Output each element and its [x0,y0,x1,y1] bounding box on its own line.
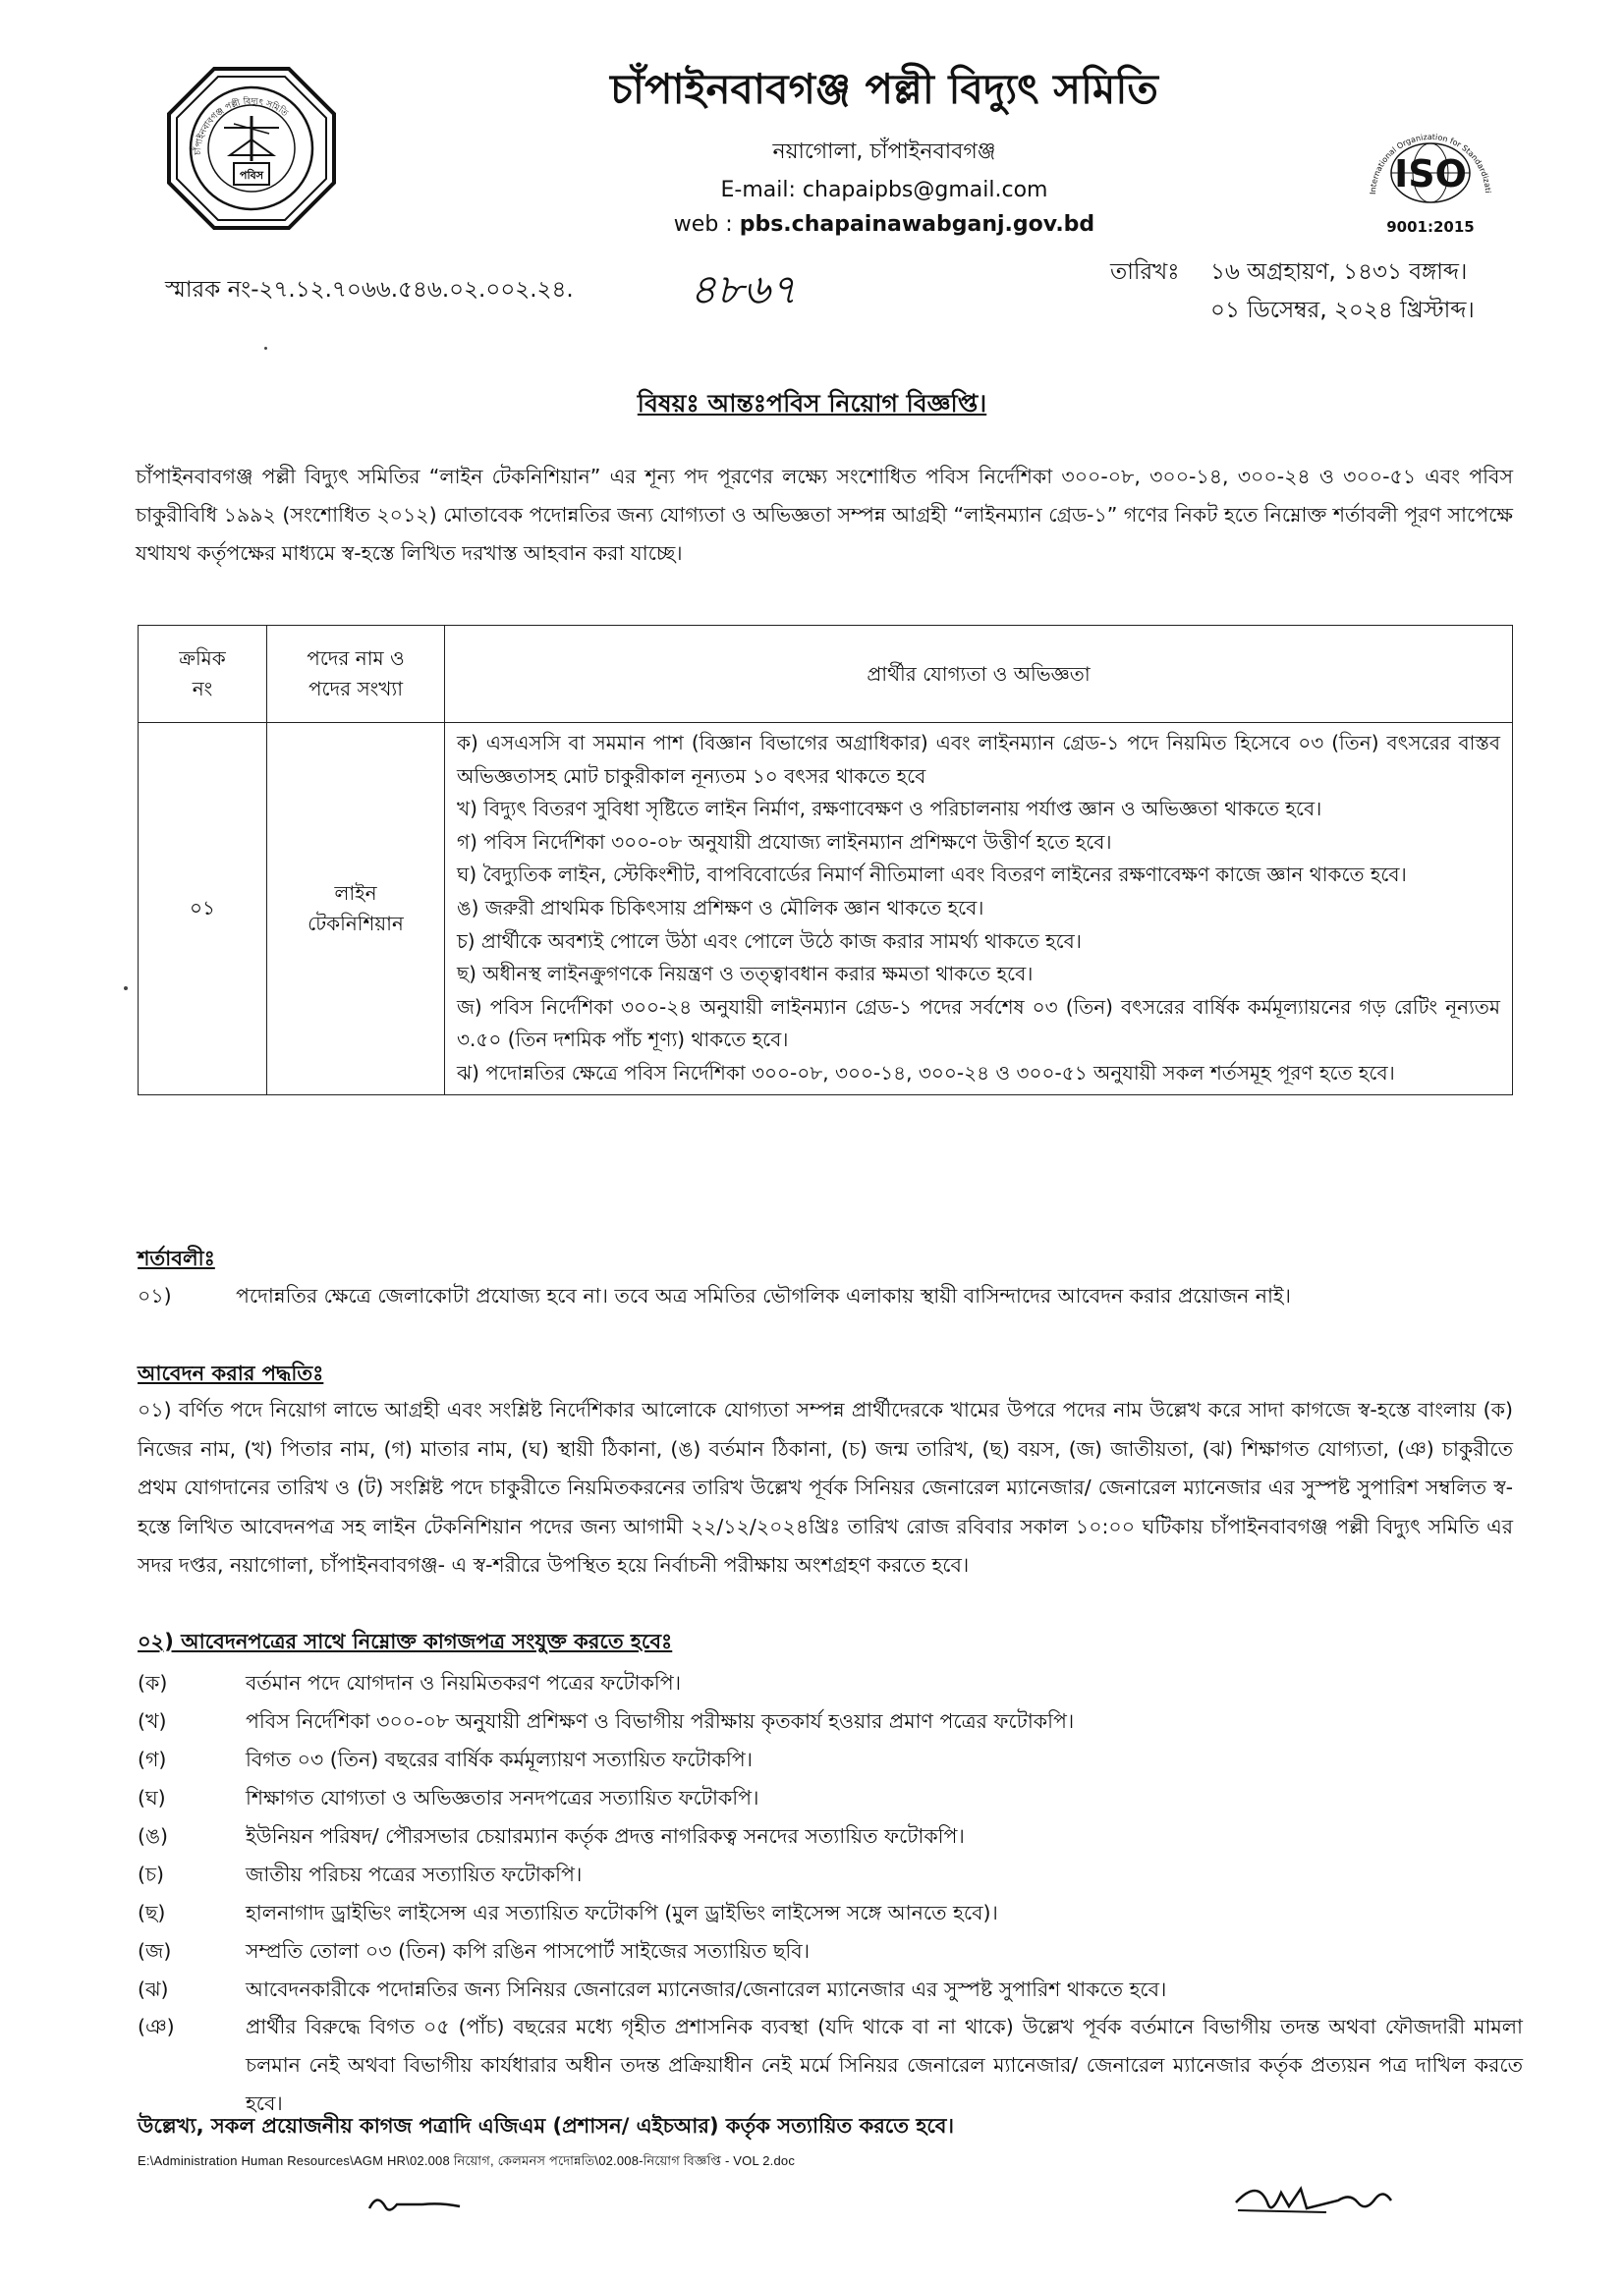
list-item [138,1741,1523,1779]
terms-heading: শর্তাবলীঃ [138,1247,215,1270]
qualification-item: গ) পবিস নির্দেশিকা ৩০০-০৮ অনুযায়ী প্রযোজ্য লাইনম্যান প্রশিক্ষণে উত্তীর্ণ হতে হবে। [457,829,1112,854]
list-item [138,1856,1523,1894]
list-item-text: প্রার্থীর বিরুদ্ধে বিগত ০৫ (পাঁচ) বছরের মধ্যে গৃহীত প্রশাসনিক ব্যবস্থা (যদি থাকে বা না থাকে) উল্লেখ পূর্বক বর্তমানে বিভাগীয় তদন্ত অথবা ফৌজদারী মামলা চলমান নেই অথবা বিভাগীয় কার্যধারার অধীন তদন্ত প্রক্রিয়াধীন নেই মর্মে সিনিয়র জেনারেল ম্যানেজার/ জেনারেল ম্যানেজার কর্তৃক প্রত্যয়ন পত্র দাখিল করতে হবে। [246,2015,1523,2116]
qualification-item: জ) পবিস নির্দেশিকা ৩০০-২৪ অনুযায়ী লাইনম্যান গ্রেড-১ পদের সর্বশেষ ০৩ (তিন) বৎসরের বার্ষিক কর্মমূল্যায়নের গড় রেটিং নূন্যতম ৩.৫০ (তিন দশমিক পাঁচ শূণ্য) থাকতে হবে। [457,994,1500,1052]
cell-post-line2: টেকনিশিয়ান [308,911,404,935]
list-item-text: পবিস নির্দেশিকা ৩০০-০৮ অনুযায়ী প্রশিক্ষণ ও বিভাগীয় পরীক্ষায় কৃতকার্য হওয়ার প্রমাণ পত্রের ফটোকপি। [246,1708,1075,1733]
list-item-letter: (ঘ) [138,1785,166,1810]
cell-qualifications [445,723,1513,1095]
terms-item-text: পদোন্নতির ক্ষেত্রে জেলাকোটা প্রযোজ্য হবে না। তবে অত্র সমিতির ভৌগলিক এলাকায় স্থায়ী বাসিন্দাদের আবেদন করার প্রয়োজন নাই। [236,1284,1291,1308]
memo-handwritten-number: ৪৮৬৭ [690,265,798,313]
requirements-table [138,625,1513,1095]
list-item-text: আবেদনকারীকে পদোন্নতির জন্য সিনিয়র জেনারেল ম্যানেজার/জেনারেল ম্যানেজার এর সুস্পষ্ট সুপারিশ থাকতে হবে। [246,1977,1167,2001]
list-item-letter: (ঞ) [138,2015,175,2039]
header-post-line2: পদের সংখ্যা [308,677,404,700]
list-item-letter: (চ) [138,1862,165,1886]
qualification-item: ঙ) জরুরী প্রাথমিক চিকিৎসায় প্রশিক্ষণ ও মৌলিক জ্ঞান থাকতে হবে। [457,895,984,919]
table-header-row [139,626,1513,723]
memo-ref: স্মারক নং-২৭.১২.৭০৬৬.৫৪৬.০২.০০২.২৪. [165,277,574,303]
org-email [403,174,1366,207]
header-post-line1: পদের নাম ও [307,646,405,670]
qualification-item: ঘ) বৈদ্যুতিক লাইন, স্টেকিংশীট, বাপবিবোর্ডের নিমার্ণ নীতিমালা এবং বিতরণ লাইনের রক্ষণাবেক্ষণ কাজে জ্ঞান থাকতে হবে। [457,863,1407,887]
left-logo-text: চাঁপাইনবাবগঞ্জ পল্লী বিদ্যুৎ সমিতি [193,96,290,156]
terms-item-number: ০১) [138,1284,172,1308]
authority-signature [1228,2173,1395,2227]
iso-cert: 9001:2015 [1386,218,1475,236]
list-item-letter: (খ) [138,1708,167,1733]
iso-mark: ISO [1394,152,1467,195]
scan-speck [264,347,267,350]
header-serial-line2: নং [192,677,213,700]
web-link[interactable]: pbs.chapainawabganj.gov.bd [739,212,1095,237]
list-item-text: ইউনিয়ন পরিষদ/ পৌরসভার চেয়ারম্যান কর্তৃক প্রদত্ত নাগরিকত্ব সনদের সত্যায়িত ফটোকপি। [246,1823,965,1848]
date-label: তারিখঃ [1110,259,1180,285]
terms-item [138,1277,1513,1315]
subject-line [0,385,1624,423]
header-serial [139,626,267,723]
list-item-letter: (জ) [138,1938,172,1963]
org-address: নয়াগোলা, চাঁপাইনবাবগঞ্জ [772,139,996,164]
web-label: web : [673,212,733,237]
table-row [139,723,1513,1095]
method-heading: আবেদন করার পদ্ধতিঃ [138,1362,324,1385]
list-item [138,1664,1523,1702]
method-item-2-heading: ০২) আবেদনপত্রের সাথে নিম্নোক্ত কাগজপত্র সংযুক্ত করতে হবেঃ [138,1630,673,1653]
qualification-item: ক) এসএসসি বা সমমান পাশ (বিজ্ঞান বিভাগের অগ্রাধিকার) এবং লাইনম্যান গ্রেড-১ পদে নিয়মিত হিসেবে ০৩ (তিন) বৎসরের বাস্তব অভিজ্ঞতাসহ মোট চাকুরীকাল নূন্যতম ১০ বৎসর থাকতে হবে [457,731,1500,788]
list-item-text: শিক্ষাগত যোগ্যতা ও অভিজ্ঞতার সনদপত্রের সত্যায়িত ফটোকপি। [246,1785,759,1810]
iso-ring-text: International Organization for Standardizati [1368,132,1492,195]
initial-signature [364,2189,472,2218]
qualification-item: খ) বিদ্যুৎ বিতরণ সুবিধা সৃষ্টিতে লাইন নির্মাণ, রক্ষণাবেক্ষণ ও পরিচালনায় পর্যাপ্ত জ্ঞান ও অভিজ্ঞতা থাকতে হবে। [457,797,1322,821]
header-qualification: প্রার্থীর যোগ্যতা ও অভিজ্ঞতা [445,626,1513,723]
document-list [138,1664,1523,2123]
cell-serial: ০১ [139,723,267,1095]
scan-speck [124,986,128,990]
cell-post-line1: লাইন [334,880,377,905]
list-item-letter: (ছ) [138,1900,166,1924]
list-item [138,2008,1523,2123]
header-serial-line1: ক্রমিক [179,646,226,670]
iso-logo [1346,116,1515,244]
list-item [138,1779,1523,1817]
method-item-1: ০১) বর্ণিত পদে নিয়োগ লাভে আগ্রহী এবং সংশ্লিষ্ট নির্দেশিকার আলোকে যোগ্যতা সম্পন্ন প্রার্থীদেরকে খামের উপরে পদের নাম উল্লেখ করে সাদা কাগজে স্ব-হস্তে বাংলায় (ক) নিজের নাম, (খ) পিতার নাম, (গ) মাতার নাম, (ঘ) স্থায়ী ঠিকানা, (ঙ) বর্তমান ঠিকানা, (চ) জন্ম তারিখ, (ছ) বয়স, (জ) জাতীয়তা, (ঝ) শিক্ষাগত যোগ্যতা, (ঞ) চাকুরীতে প্রথম যোগদানের তারিখ ও (ট) সংশ্লিষ্ট পদে চাকুরীতে নিয়মিতকরনের তারিখ উল্লেখ পূর্বক সিনিয়র জেনারেল ম্যানেজার/ জেনারেল ম্যানেজার এর সুস্পষ্ট সুপারিশ সম্বলিত স্ব-হস্তে লিখিত আবেদনপত্র সহ লাইন টেকনিশিয়ান পদের জন্য আগামী ২২/১২/২০২৪খ্রিঃ তারিখ রোজ রবিবার সকাল ১০:০০ ঘটিকায় চাঁপাইনবাবগঞ্জ পল্লী বিদ্যুৎ সমিতি এর সদর দপ্তর, নয়াগোলা, চাঁপাইনবাবগঞ্জ- এ স্ব-শরীরে উপস্থিত হয়ে নির্বাচনী পরীক্ষায় অংশগ্রহণ করতে হবে। [138,1398,1513,1578]
subject-text: বিষয়ঃ আন্তঃপবিস নিয়োগ বিজ্ঞপ্তি। [637,389,987,418]
qualification-item: চ) প্রার্থীকে অবশ্যই পোলে উঠা এবং পোলে উঠে কাজ করার সামর্থ্য থাকতে হবে। [457,928,1082,953]
list-item [138,1932,1523,1971]
list-item-letter: (ঙ) [138,1823,169,1848]
org-title: চাঁপাইনবাবগঞ্জ পল্লী বিদ্যুৎ সমিতি [610,65,1158,113]
list-item-text: বিগত ০৩ (তিন) বছরের বার্ষিক কর্মমূল্যায়ণ সত্যায়িত ফটোকপি। [246,1747,753,1771]
date-english: ০১ ডিসেম্বর, ২০২৪ খ্রিস্টাব্দ। [1210,298,1475,324]
list-item [138,1702,1523,1741]
email-link[interactable]: chapaipbs@gmail.com [802,178,1048,202]
qualification-item: ছ) অধীনস্থ লাইনক্রুগণকে নিয়ন্ত্রণ ও তত্ত্বাবধান করার ক্ষমতা থাকতে হবে। [457,962,1034,986]
list-item-text: জাতীয় পরিচয় পত্রের সত্যায়িত ফটোকপি। [246,1862,583,1886]
list-item [138,1971,1523,2009]
file-path: E:\Administration Human Resources\AGM HR\02.008 নিয়োগ, কেলমনস পদোন্নতি\02.008-নিয়োগ বিজ্ঞপ্তি - VOL 2.doc [138,2153,796,2168]
list-item-text: বর্তমান পদে যোগদান ও নিয়মিতকরণ পত্রের ফটোকপি। [246,1671,682,1695]
date-block [1210,253,1475,330]
date-bangla: ১৬ অগ্রহায়ণ, ১৪৩১ বঙ্গাব্দ। [1210,259,1468,285]
list-item-letter: (ঝ) [138,1977,169,2001]
footer-note: উল্লেখ্য, সকল প্রয়োজনীয় কাগজ পত্রাদি এজিএম (প্রশাসন/ এইচআর) কর্তৃক সত্যায়িত করতে হবে। [138,2114,954,2138]
list-item [138,1817,1523,1856]
list-item-text: হালনাগাদ ড্রাইভিং লাইসেন্স এর সত্যায়িত ফটোকপি (মুল ড্রাইভিং লাইসেন্স সঙ্গে আনতে হবে)। [246,1900,998,1924]
list-item-text: সম্প্রতি তোলা ০৩ (তিন) কপি রঙিন পাসপোর্ট সাইজের সত্যায়িত ছবি। [246,1938,811,1963]
qualification-item: ঝ) পদোন্নতির ক্ষেত্রে পবিস নির্দেশিকা ৩০০-০৮, ৩০০-১৪, ৩০০-২৪ ও ৩০০-৫১ অনুযায়ী সকল শর্তসমূহ পূরণ হতে হবে। [457,1060,1395,1085]
header-post [267,626,445,723]
list-item [138,1894,1523,1932]
left-logo [165,65,338,232]
intro-paragraph: চাঁপাইনবাবগঞ্জ পল্লী বিদ্যুৎ সমিতির “লাইন টেকনিশিয়ান” এর শূন্য পদ পূরণের লক্ষ্যে সংশোধিত পবিস নির্দেশিকা ৩০০-০৮, ৩০০-১৪, ৩০০-২৪ ও ৩০০-৫১ এবং পবিস চাকুরীবিধি ১৯৯২ (সংশোধিত ২০১২) মোতাবেক পদোন্নতির জন্য যোগ্যতা ও অভিজ্ঞতা সম্পন্ন আগ্রহী “লাইনম্যান গ্রেড-১” গণের নিকট হতে নিম্নোক্ত শর্তাবলী পূরণ সাপেক্ষে যথাযথ কর্তৃপক্ষের মাধ্যমে স্ব-হস্তে লিখিত দরখাস্ত আহবান করা যাচ্ছে। [136,465,1513,565]
list-item-letter: (ক) [138,1671,168,1695]
org-web [403,208,1366,242]
cell-post [267,723,445,1095]
email-label: E-mail: [720,178,796,202]
list-item-letter: (গ) [138,1747,167,1771]
left-logo-mark: পবিস [239,169,264,182]
